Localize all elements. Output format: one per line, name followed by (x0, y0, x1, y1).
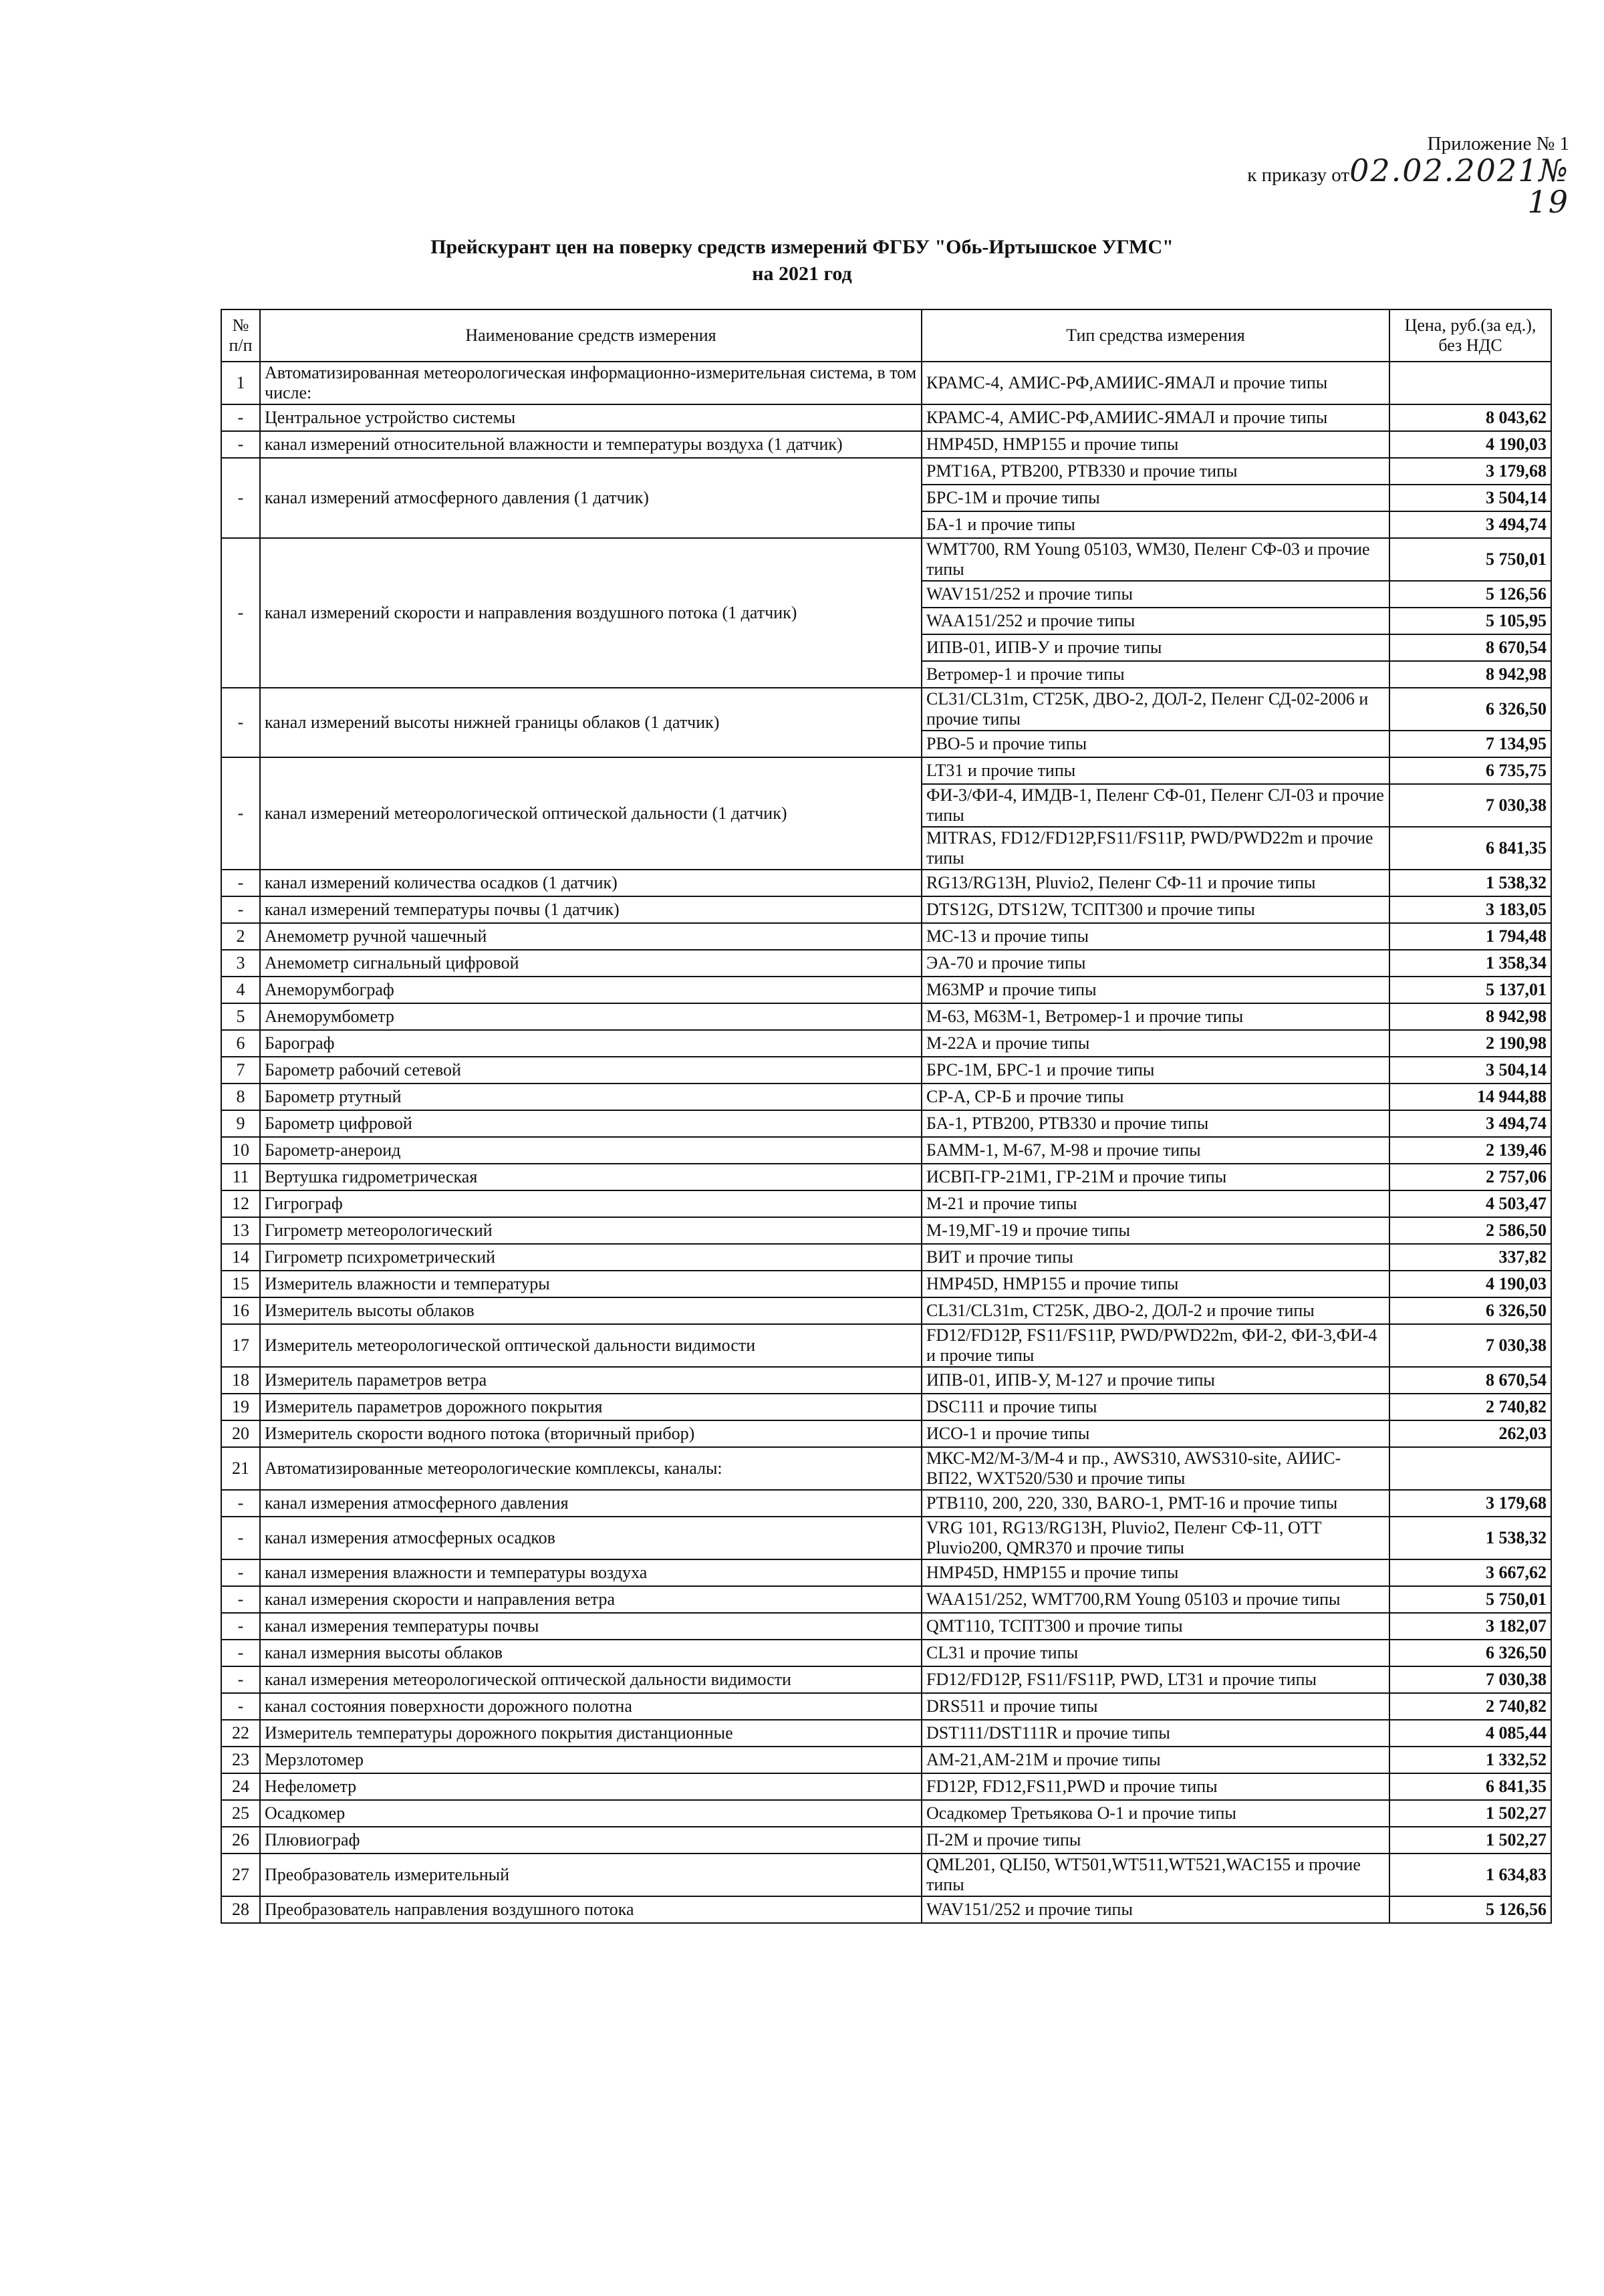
instrument-name: канал измерния высоты облаков (260, 1640, 922, 1666)
table-row (221, 1271, 1551, 1297)
instrument-name: Измеритель параметров ветра (260, 1367, 922, 1394)
price-value: 3 183,05 (1389, 896, 1551, 923)
price-value: 1 538,32 (1389, 870, 1551, 896)
instrument-type: CL31 и прочие типы (922, 1640, 1389, 1666)
row-number: 24 (221, 1773, 260, 1800)
table-row (221, 1827, 1551, 1854)
col-header-price: Цена, руб.(за ед.), без НДС (1389, 309, 1551, 362)
price-value: 6 326,50 (1389, 1297, 1551, 1324)
table-row (221, 1217, 1551, 1244)
price-value: 3 179,68 (1389, 458, 1551, 485)
price-value: 3 667,62 (1389, 1559, 1551, 1586)
price-value: 2 190,98 (1389, 1030, 1551, 1057)
table-row (221, 1244, 1551, 1271)
price-value: 1 794,48 (1389, 923, 1551, 950)
instrument-type: QML201, QLI50, WT501,WT511,WT521,WAC155 и прочие типы (922, 1854, 1389, 1896)
table-row (221, 1613, 1551, 1640)
table-row (221, 1394, 1551, 1420)
col-header-name: Наименование средств измерения (260, 309, 922, 362)
instrument-type: PTB110, 200, 220, 330, BARO-1, PMT-16 и прочие типы (922, 1490, 1389, 1517)
row-number: 11 (221, 1164, 260, 1190)
price-value: 2 740,82 (1389, 1693, 1551, 1720)
price-value: 4 190,03 (1389, 431, 1551, 458)
price-value: 5 137,01 (1389, 977, 1551, 1003)
price-value: 1 502,27 (1389, 1827, 1551, 1854)
instrument-name: Мерзлотомер (260, 1747, 922, 1773)
instrument-type: ИПВ-01, ИПВ-У, М-127 и прочие типы (922, 1367, 1389, 1394)
price-value: 2 139,46 (1389, 1137, 1551, 1164)
row-number: - (221, 896, 260, 923)
price-value: 4 503,47 (1389, 1190, 1551, 1217)
instrument-type: WAV151/252 и прочие типы (922, 581, 1389, 608)
row-number: 28 (221, 1896, 260, 1923)
price-value: 6 326,50 (1389, 688, 1551, 731)
table-body (221, 362, 1551, 1923)
instrument-type: БАММ-1, М-67, М-98 и прочие типы (922, 1137, 1389, 1164)
table-row (221, 1190, 1551, 1217)
table-row (221, 1693, 1551, 1720)
instrument-name: Анемометр сигнальный цифровой (260, 950, 922, 977)
instrument-name: канал измерения атмосферных осадков (260, 1517, 922, 1559)
price-value: 5 750,01 (1389, 1586, 1551, 1613)
order-line (1195, 152, 1569, 220)
instrument-name: канал измерения атмосферного давления (260, 1490, 922, 1517)
instrument-type: VRG 101, RG13/RG13H, Pluvio2, Пеленг СФ-11, OTT Pluvio200, QMR370 и прочие типы (922, 1517, 1389, 1559)
document-title (0, 234, 1604, 287)
order-prefix: к приказу от (1247, 164, 1350, 186)
title-line-1: Прейскурант цен на поверку средств измерений ФГБУ "Обь-Иртышское УГМС" (430, 236, 1174, 258)
table-row (221, 1164, 1551, 1190)
row-number: - (221, 1559, 260, 1586)
table-row (221, 1297, 1551, 1324)
instrument-type: FD12/FD12P, FS11/FS11P, PWD/PWD22m, ФИ-2, ФИ-3,ФИ-4 и прочие типы (922, 1324, 1389, 1367)
price-value: 1 634,83 (1389, 1854, 1551, 1896)
table-row (221, 1110, 1551, 1137)
price-table (221, 309, 1552, 1924)
row-number: 27 (221, 1854, 260, 1896)
instrument-type: М-63, М63М-1, Ветромер-1 и прочие типы (922, 1003, 1389, 1030)
instrument-type: WAA151/252, WMT700,RM Young 05103 и прочие типы (922, 1586, 1389, 1613)
instrument-name: Нефелометр (260, 1773, 922, 1800)
row-number: 5 (221, 1003, 260, 1030)
instrument-name: канал состояния поверхности дорожного полотна (260, 1693, 922, 1720)
instrument-name: Гигрометр психрометрический (260, 1244, 922, 1271)
price-value: 3 504,14 (1389, 485, 1551, 511)
instrument-name: Вертушка гидрометрическая (260, 1164, 922, 1190)
table-row (221, 1586, 1551, 1613)
row-number: 4 (221, 977, 260, 1003)
instrument-type: МС-13 и прочие типы (922, 923, 1389, 950)
instrument-name: Измеритель метеорологической оптической дальности видимости (260, 1324, 922, 1367)
price-value: 5 126,56 (1389, 581, 1551, 608)
instrument-name: канал измерений температуры почвы (1 датчик) (260, 896, 922, 923)
instrument-name: Гигрограф (260, 1190, 922, 1217)
appendix-line: Приложение № 1 (1427, 133, 1569, 154)
table-row (221, 757, 1551, 784)
row-number: - (221, 431, 260, 458)
row-number: 14 (221, 1244, 260, 1271)
instrument-name: канал измерений атмосферного давления (1 датчик) (260, 458, 922, 538)
row-number: - (221, 1613, 260, 1640)
instrument-type: DSC111 и прочие типы (922, 1394, 1389, 1420)
table-row (221, 1720, 1551, 1747)
instrument-name: Барометр-анероид (260, 1137, 922, 1164)
price-value: 5 750,01 (1389, 538, 1551, 581)
instrument-type: М-19,МГ-19 и прочие типы (922, 1217, 1389, 1244)
table-row (221, 1447, 1551, 1490)
row-number: 17 (221, 1324, 260, 1367)
instrument-type: ВИТ и прочие типы (922, 1244, 1389, 1271)
instrument-name: Барометр ртутный (260, 1083, 922, 1110)
price-value: 1 502,27 (1389, 1800, 1551, 1827)
instrument-name: Гигрометр метеорологический (260, 1217, 922, 1244)
row-number: 18 (221, 1367, 260, 1394)
instrument-type: БРС-1М, БРС-1 и прочие типы (922, 1057, 1389, 1083)
table-row (221, 458, 1551, 485)
instrument-type: WMT700, RM Young 05103, WM30, Пеленг СФ-03 и прочие типы (922, 538, 1389, 581)
table-row (221, 1367, 1551, 1394)
price-value: 7 030,38 (1389, 784, 1551, 827)
table-row (221, 404, 1551, 431)
table-row (221, 1666, 1551, 1693)
table-row (221, 950, 1551, 977)
instrument-type: МКС-М2/М-3/М-4 и пр., AWS310, AWS310-site, АИИС-ВП22, WXT520/530 и прочие типы (922, 1447, 1389, 1490)
price-value: 2 586,50 (1389, 1217, 1551, 1244)
instrument-type: QMT110, ТСПТ300 и прочие типы (922, 1613, 1389, 1640)
table-row (221, 870, 1551, 896)
table-row (221, 1854, 1551, 1896)
row-number: 8 (221, 1083, 260, 1110)
row-number: 20 (221, 1420, 260, 1447)
price-value: 3 494,74 (1389, 511, 1551, 538)
instrument-type: LT31 и прочие типы (922, 757, 1389, 784)
order-handwritten: 02.02.2021№ 19 (1349, 152, 1569, 220)
price-value: 8 670,54 (1389, 1367, 1551, 1394)
title-line-2: на 2021 год (752, 263, 852, 285)
table-row (221, 1559, 1551, 1586)
instrument-type: ИСО-1 и прочие типы (922, 1420, 1389, 1447)
table-row (221, 1137, 1551, 1164)
instrument-name: канал измерений метеорологической оптической дальности (1 датчик) (260, 757, 922, 870)
instrument-name: Измеритель скорости водного потока (вторичный прибор) (260, 1420, 922, 1447)
instrument-type: М-22А и прочие типы (922, 1030, 1389, 1057)
instrument-name: Анеморумбометр (260, 1003, 922, 1030)
instrument-type: CL31/CL31m, CT25K, ДВО-2, ДОЛ-2 и прочие типы (922, 1297, 1389, 1324)
instrument-type: ИПВ-01, ИПВ-У и прочие типы (922, 634, 1389, 661)
price-value: 8 942,98 (1389, 661, 1551, 688)
table-row (221, 1896, 1551, 1923)
table-row (221, 1640, 1551, 1666)
row-number: 26 (221, 1827, 260, 1854)
table-row (221, 896, 1551, 923)
price-value: 8 942,98 (1389, 1003, 1551, 1030)
instrument-name: канал измерений количества осадков (1 датчик) (260, 870, 922, 896)
table-row (221, 1420, 1551, 1447)
instrument-type: DST111/DST111R и прочие типы (922, 1720, 1389, 1747)
row-number: 7 (221, 1057, 260, 1083)
table-row (221, 688, 1551, 731)
row-number: - (221, 1490, 260, 1517)
price-value: 3 504,14 (1389, 1057, 1551, 1083)
instrument-type: FD12P, FD12,FS11,PWD и прочие типы (922, 1773, 1389, 1800)
table-row (221, 977, 1551, 1003)
row-number: 1 (221, 362, 260, 404)
row-number: 6 (221, 1030, 260, 1057)
price-value: 337,82 (1389, 1244, 1551, 1271)
row-number: - (221, 688, 260, 757)
instrument-name: Измеритель температуры дорожного покрытия дистанционные (260, 1720, 922, 1747)
row-number: 16 (221, 1297, 260, 1324)
col-header-num: № п/п (221, 309, 260, 362)
table-row (221, 1083, 1551, 1110)
instrument-type: РВО-5 и прочие типы (922, 731, 1389, 757)
price-value: 1 538,32 (1389, 1517, 1551, 1559)
instrument-type: RG13/RG13H, Pluvio2, Пеленг СФ-11 и прочие типы (922, 870, 1389, 896)
row-number: - (221, 870, 260, 896)
table-row (221, 1773, 1551, 1800)
instrument-type: HMP45D, HMP155 и прочие типы (922, 1271, 1389, 1297)
instrument-type: ИСВП-ГР-21М1, ГР-21М и прочие типы (922, 1164, 1389, 1190)
price-value: 5 126,56 (1389, 1896, 1551, 1923)
instrument-type: КРАМС-4, АМИС-РФ,АМИИС-ЯМАЛ и прочие типы (922, 362, 1389, 404)
price-value: 14 944,88 (1389, 1083, 1551, 1110)
instrument-type: ФИ-3/ФИ-4, ИМДВ-1, Пеленг СФ-01, Пеленг СЛ-03 и прочие типы (922, 784, 1389, 827)
table-row (221, 1003, 1551, 1030)
price-value: 4 190,03 (1389, 1271, 1551, 1297)
row-number: 9 (221, 1110, 260, 1137)
row-number: - (221, 1586, 260, 1613)
table-row (221, 431, 1551, 458)
price-value: 2 757,06 (1389, 1164, 1551, 1190)
instrument-name: Анемометр ручной чашечный (260, 923, 922, 950)
row-number: 12 (221, 1190, 260, 1217)
row-number: - (221, 1640, 260, 1666)
row-number: - (221, 1517, 260, 1559)
price-value: 262,03 (1389, 1420, 1551, 1447)
instrument-type: WAV151/252 и прочие типы (922, 1896, 1389, 1923)
table-row (221, 1517, 1551, 1559)
instrument-name: канал измерений относительной влажности и температуры воздуха (1 датчик) (260, 431, 922, 458)
instrument-name: Измеритель влажности и температуры (260, 1271, 922, 1297)
row-number: 21 (221, 1447, 260, 1490)
instrument-type: БА-1 и прочие типы (922, 511, 1389, 538)
row-number: - (221, 404, 260, 431)
instrument-type: DTS12G, DTS12W, ТСПТ300 и прочие типы (922, 896, 1389, 923)
price-value: 8 670,54 (1389, 634, 1551, 661)
price-value: 6 326,50 (1389, 1640, 1551, 1666)
row-number: 13 (221, 1217, 260, 1244)
table-row (221, 362, 1551, 404)
instrument-type: КРАМС-4, АМИС-РФ,АМИИС-ЯМАЛ и прочие типы (922, 404, 1389, 431)
table-row (221, 538, 1551, 581)
instrument-name: канал измерения метеорологической оптической дальности видимости (260, 1666, 922, 1693)
instrument-name: Барометр цифровой (260, 1110, 922, 1137)
price-value: 6 841,35 (1389, 827, 1551, 870)
instrument-type: ЭА-70 и прочие типы (922, 950, 1389, 977)
row-number: 2 (221, 923, 260, 950)
table-row (221, 923, 1551, 950)
instrument-name: Измеритель высоты облаков (260, 1297, 922, 1324)
instrument-type: CL31/CL31m, CT25K, ДВО-2, ДОЛ-2, Пеленг СД-02-2006 и прочие типы (922, 688, 1389, 731)
instrument-name: канал измерений высоты нижней границы облаков (1 датчик) (260, 688, 922, 757)
price-value: 3 494,74 (1389, 1110, 1551, 1137)
instrument-name: Автоматизированные метеорологические комплексы, каналы: (260, 1447, 922, 1490)
table-row (221, 1324, 1551, 1367)
price-value: 8 043,62 (1389, 404, 1551, 431)
instrument-name: канал измерения скорости и направления ветра (260, 1586, 922, 1613)
instrument-type: П-2М и прочие типы (922, 1827, 1389, 1854)
price-value: 7 134,95 (1389, 731, 1551, 757)
instrument-name: Преобразователь измерительный (260, 1854, 922, 1896)
price-value: 4 085,44 (1389, 1720, 1551, 1747)
appendix-block (1195, 130, 1569, 220)
instrument-name: Автоматизированная метеорологическая информационно-измерительная система, в том числе: (260, 362, 922, 404)
instrument-name: канал измерения температуры почвы (260, 1613, 922, 1640)
instrument-type: MITRAS, FD12/FD12P,FS11/FS11P, PWD/PWD22m и прочие типы (922, 827, 1389, 870)
price-value: 3 182,07 (1389, 1613, 1551, 1640)
row-number: 15 (221, 1271, 260, 1297)
price-value: 3 179,68 (1389, 1490, 1551, 1517)
instrument-type: СР-А, СР-Б и прочие типы (922, 1083, 1389, 1110)
instrument-type: АМ-21,АМ-21М и прочие типы (922, 1747, 1389, 1773)
instrument-type: Осадкомер Третьякова О-1 и прочие типы (922, 1800, 1389, 1827)
instrument-name: Барометр рабочий сетевой (260, 1057, 922, 1083)
instrument-type: WAA151/252 и прочие типы (922, 608, 1389, 634)
instrument-name: Центральное устройство системы (260, 404, 922, 431)
table-header-row (221, 309, 1551, 362)
instrument-name: Барограф (260, 1030, 922, 1057)
instrument-name: Измеритель параметров дорожного покрытия (260, 1394, 922, 1420)
price-value: 6 841,35 (1389, 1773, 1551, 1800)
row-number: 3 (221, 950, 260, 977)
price-value: 7 030,38 (1389, 1324, 1551, 1367)
instrument-type: М63МР и прочие типы (922, 977, 1389, 1003)
row-number: 23 (221, 1747, 260, 1773)
instrument-name: Плювиограф (260, 1827, 922, 1854)
table-row (221, 1800, 1551, 1827)
instrument-name: Преобразователь направления воздушного потока (260, 1896, 922, 1923)
price-value: 6 735,75 (1389, 757, 1551, 784)
instrument-type: Ветромер-1 и прочие типы (922, 661, 1389, 688)
instrument-type: М-21 и прочие типы (922, 1190, 1389, 1217)
row-number: 22 (221, 1720, 260, 1747)
instrument-name: Анеморумбограф (260, 977, 922, 1003)
price-value: 1 358,34 (1389, 950, 1551, 977)
row-number: - (221, 1693, 260, 1720)
row-number: - (221, 538, 260, 688)
price-value: 1 332,52 (1389, 1747, 1551, 1773)
table-row (221, 1747, 1551, 1773)
instrument-type: PMT16A, PTB200, PTB330 и прочие типы (922, 458, 1389, 485)
row-number: 25 (221, 1800, 260, 1827)
instrument-type: HMP45D, HMP155 и прочие типы (922, 431, 1389, 458)
price-value (1389, 1447, 1551, 1490)
row-number: - (221, 1666, 260, 1693)
instrument-type: DRS511 и прочие типы (922, 1693, 1389, 1720)
instrument-name: канал измерений скорости и направления воздушного потока (1 датчик) (260, 538, 922, 688)
col-header-type: Тип средства измерения (922, 309, 1389, 362)
row-number: 10 (221, 1137, 260, 1164)
instrument-type: FD12/FD12P, FS11/FS11P, PWD, LT31 и прочие типы (922, 1666, 1389, 1693)
instrument-type: HMP45D, HMP155 и прочие типы (922, 1559, 1389, 1586)
row-number: 19 (221, 1394, 260, 1420)
instrument-type: БРС-1М и прочие типы (922, 485, 1389, 511)
instrument-name: канал измерения влажности и температуры воздуха (260, 1559, 922, 1586)
instrument-type: БА-1, PTB200, PTB330 и прочие типы (922, 1110, 1389, 1137)
price-value (1389, 362, 1551, 404)
row-number: - (221, 458, 260, 538)
table-row (221, 1490, 1551, 1517)
price-value: 7 030,38 (1389, 1666, 1551, 1693)
table-row (221, 1057, 1551, 1083)
table-row (221, 1030, 1551, 1057)
row-number: - (221, 757, 260, 870)
instrument-name: Осадкомер (260, 1800, 922, 1827)
price-value: 5 105,95 (1389, 608, 1551, 634)
price-value: 2 740,82 (1389, 1394, 1551, 1420)
